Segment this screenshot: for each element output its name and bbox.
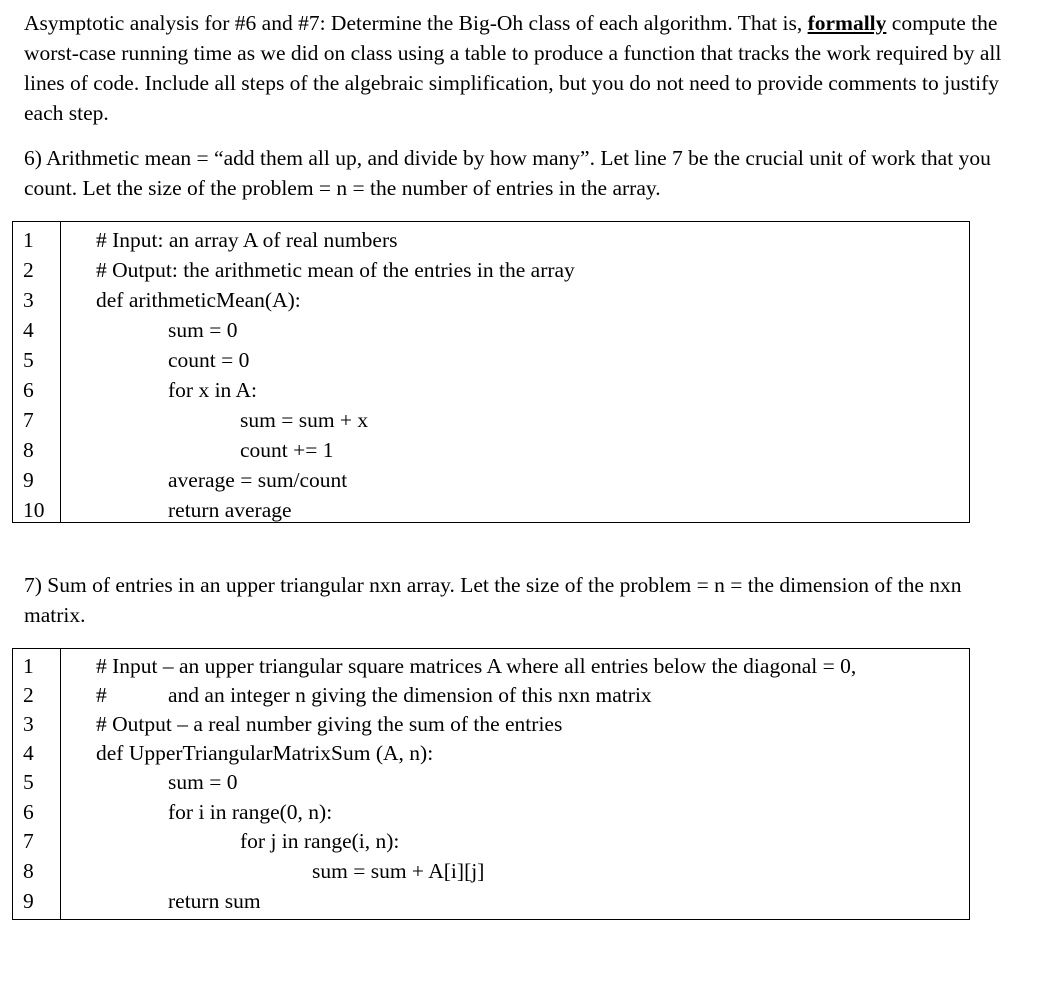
line-number: 3 — [23, 288, 34, 312]
line-number: 5 — [23, 348, 34, 372]
code-line — [13, 856, 969, 886]
code-line — [13, 255, 969, 285]
code-line — [13, 886, 969, 916]
code-line — [13, 651, 969, 681]
line-number: 1 — [23, 654, 34, 678]
code-text: def UpperTriangularMatrixSum (A, n): — [96, 741, 434, 765]
code-line — [13, 375, 969, 405]
code-line — [13, 709, 969, 739]
code-line — [13, 826, 969, 856]
problem-7-code-table — [12, 648, 970, 920]
code-text: for i in range(0, n): — [168, 800, 333, 824]
line-number: 6 — [23, 800, 34, 824]
code-line — [13, 797, 969, 827]
code-line — [13, 767, 969, 797]
code-text: # Output – a real number giving the sum of the entries — [96, 712, 563, 736]
line-number: 6 — [23, 378, 34, 402]
code-text: return average — [168, 498, 292, 522]
code-text: # Input – an upper triangular square matrices A where all entries below the diagonal = 0, — [96, 654, 857, 678]
code-line — [13, 465, 969, 495]
line-number: 7 — [23, 829, 34, 853]
problem-6-code-table — [12, 221, 970, 523]
line-number: 4 — [23, 741, 34, 765]
code-text: # Input: an array A of real numbers — [96, 228, 398, 252]
code-line — [13, 315, 969, 345]
code-line — [13, 680, 969, 710]
code-line — [13, 345, 969, 375]
code-text: sum = sum + x — [240, 408, 369, 432]
instructions-text-end: compute the worst-case running time as we did on class using a table to produce a function that tracks the work required by all lines of code. Include all steps of the algebraic simplification, but you do not need to provide comments to justify each step. — [24, 11, 1002, 125]
code-text: # Output: the arithmetic mean of the entries in the array — [96, 258, 575, 282]
line-number: 2 — [23, 683, 34, 707]
code-text: count += 1 — [240, 438, 334, 462]
code-text: for j in range(i, n): — [240, 829, 400, 853]
formally-emphasis: formally — [807, 11, 887, 35]
line-number: 10 — [23, 498, 45, 522]
code-text: count = 0 — [168, 348, 250, 372]
code-text: sum = 0 — [168, 770, 238, 794]
line-number: 4 — [23, 318, 34, 342]
code-line — [13, 405, 969, 435]
code-continuation: and an integer n giving the dimension of this nxn matrix — [168, 683, 652, 707]
problem-6-statement: 6) Arithmetic mean = “add them all up, and divide by how many”. Let line 7 be the crucial unit of work that you count. Let the size of the problem = n = the number of entries in the array. — [24, 146, 991, 200]
line-number: 7 — [23, 408, 34, 432]
code-line — [13, 435, 969, 465]
instructions-text-start: Asymptotic analysis for #6 and #7: Determine the Big-Oh class of each algorithm. That is, — [24, 11, 808, 35]
line-number: 9 — [23, 468, 34, 492]
code-text: return sum — [168, 889, 261, 913]
code-line — [13, 495, 969, 525]
code-text: def arithmeticMean(A): — [96, 288, 301, 312]
line-number: 2 — [23, 258, 34, 282]
code-line — [13, 738, 969, 768]
code-text: sum = sum + A[i][j] — [312, 859, 485, 883]
instructions-paragraph — [24, 8, 1024, 128]
code-text: average = sum/count — [168, 468, 348, 492]
code-text: for x in A: — [168, 378, 257, 402]
line-number: 3 — [23, 712, 34, 736]
line-number: 8 — [23, 859, 34, 883]
line-number: 8 — [23, 438, 34, 462]
code-text: # — [96, 683, 107, 707]
problem-7-statement: 7) Sum of entries in an upper triangular nxn array. Let the size of the problem = n = the dimension of the nxn matrix. — [24, 573, 962, 627]
code-line — [13, 285, 969, 315]
code-text: sum = 0 — [168, 318, 238, 342]
line-number: 5 — [23, 770, 34, 794]
code-line — [13, 225, 969, 255]
line-number: 1 — [23, 228, 34, 252]
line-number: 9 — [23, 889, 34, 913]
